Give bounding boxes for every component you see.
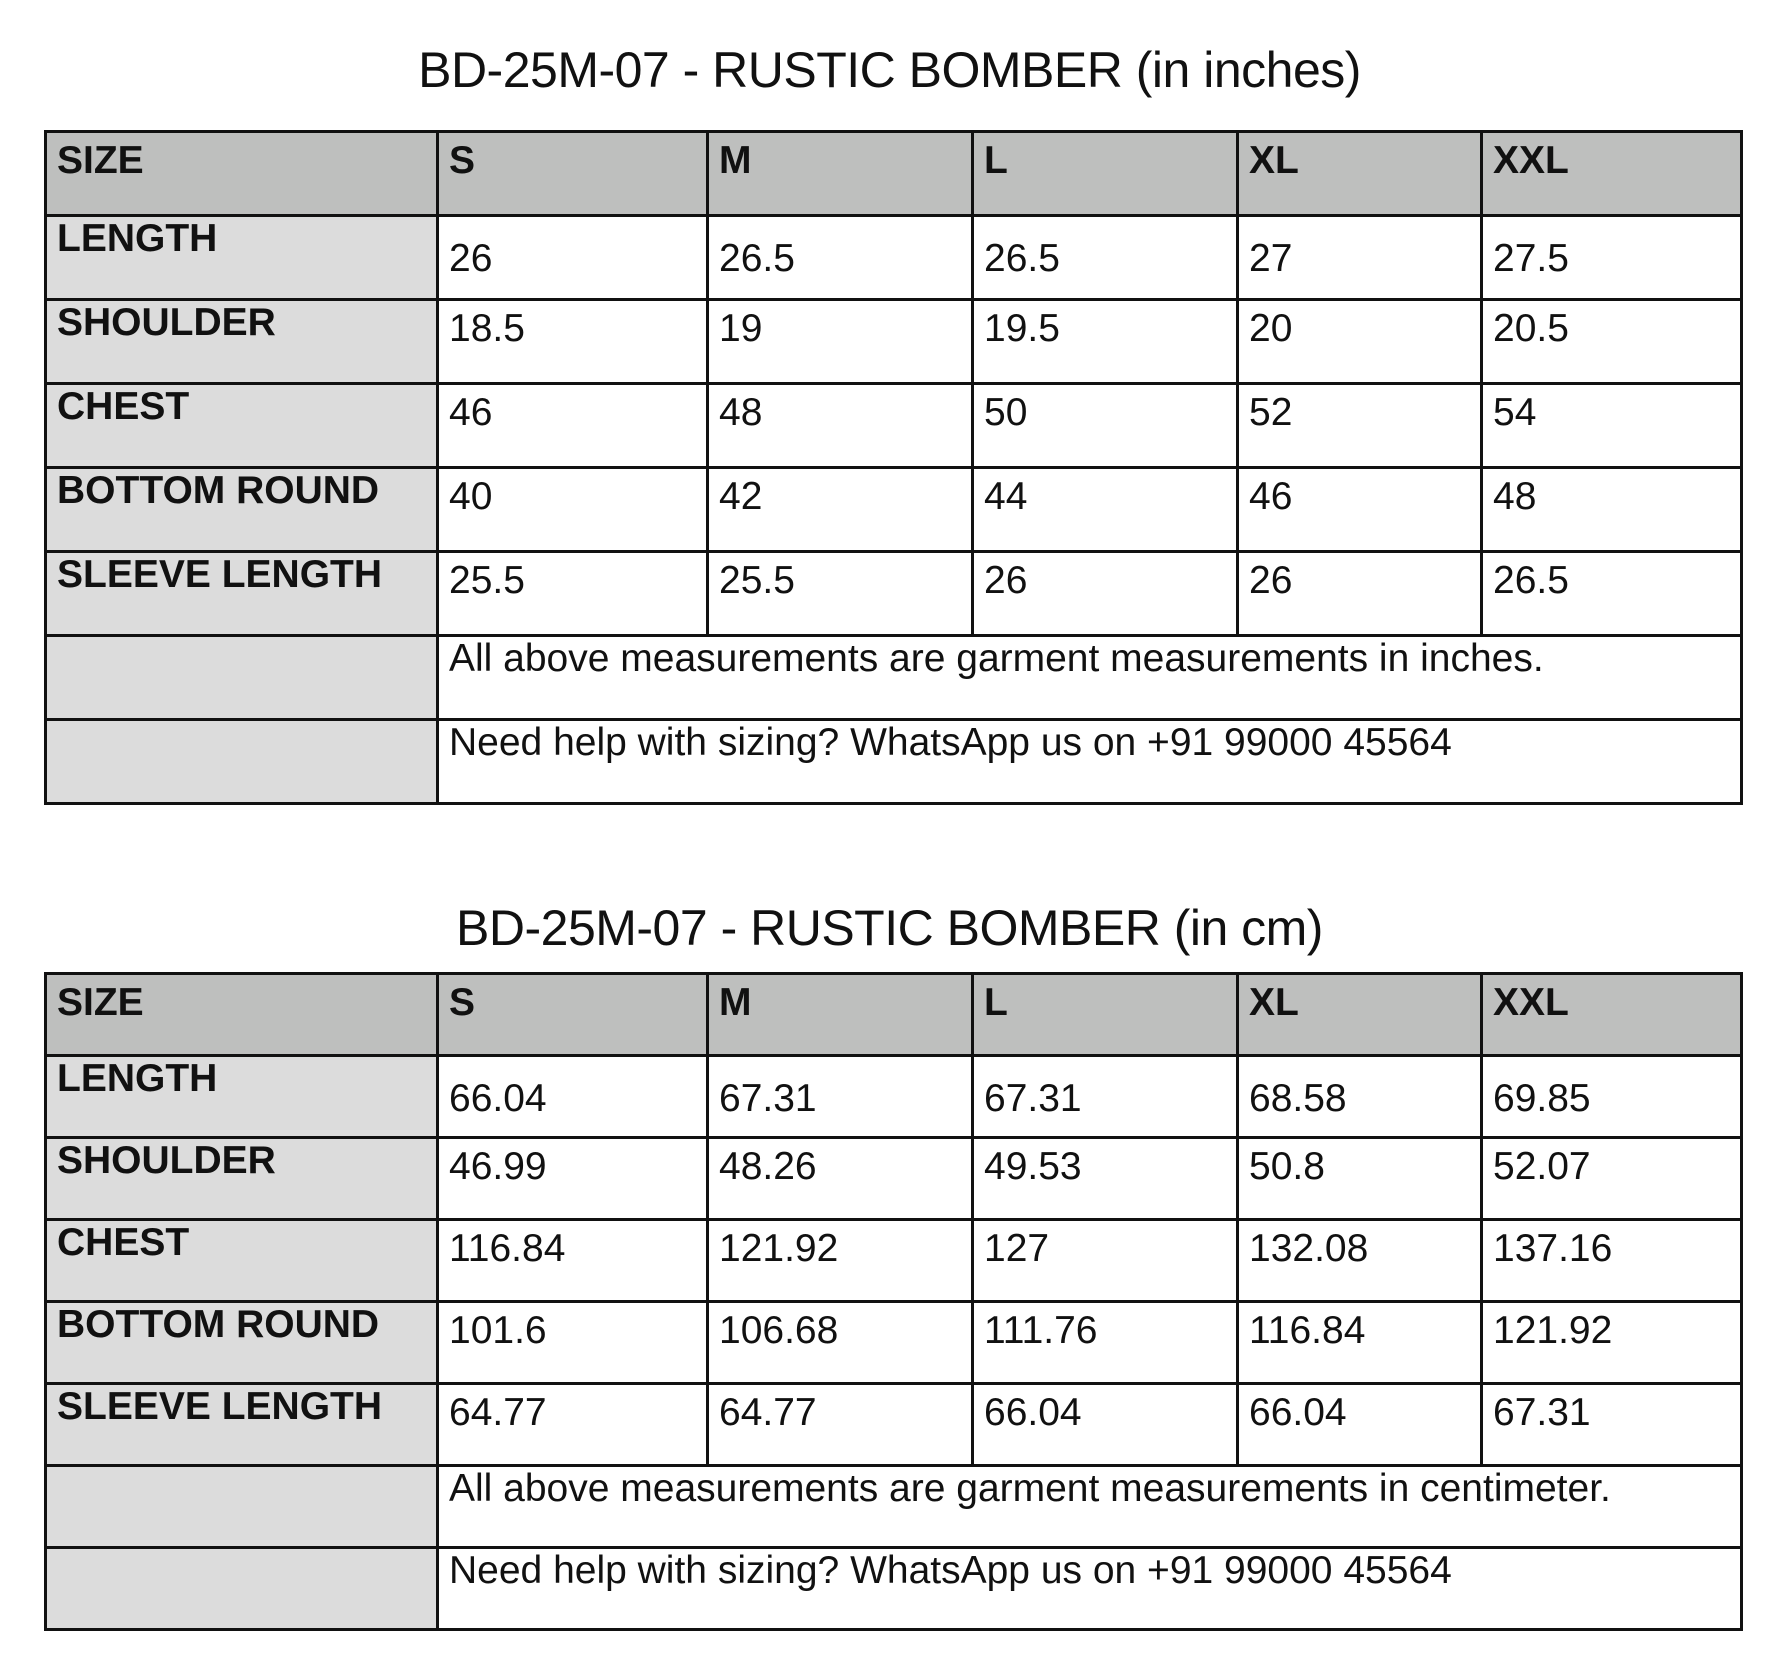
blank-label-cell [46, 636, 438, 720]
table-row [46, 1138, 1742, 1220]
measurement-value: 52.07 [1482, 1138, 1742, 1220]
table-row [46, 384, 1742, 468]
size-chart-title-cm: BD-25M-07 - RUSTIC BOMBER (in cm) [456, 900, 1323, 956]
measurement-label: SHOULDER [46, 1138, 438, 1220]
measurement-value: 52 [1238, 384, 1482, 468]
measurement-value: 101.6 [438, 1302, 708, 1384]
measurement-value: 67.31 [973, 1056, 1238, 1138]
measurement-value: 19 [708, 300, 973, 384]
measurement-value: 46.99 [438, 1138, 708, 1220]
measurement-value: 66.04 [438, 1056, 708, 1138]
measurement-label: SHOULDER [46, 300, 438, 384]
sizing-help-text: Need help with sizing? WhatsApp us on +91 99000 45564 [438, 1548, 1742, 1630]
table-header-row [46, 132, 1742, 216]
measurement-value: 111.76 [973, 1302, 1238, 1384]
size-table-inches [44, 130, 1743, 805]
size-column-header: XXL [1482, 974, 1742, 1056]
measurement-value: 66.04 [1238, 1384, 1482, 1466]
table-row [46, 300, 1742, 384]
size-column-header: L [973, 974, 1238, 1056]
measurement-label: BOTTOM ROUND [46, 1302, 438, 1384]
measurement-value: 106.68 [708, 1302, 973, 1384]
measurement-label: SLEEVE LENGTH [46, 552, 438, 636]
blank-label-cell [46, 720, 438, 804]
note-row [46, 1466, 1742, 1548]
size-column-header: XL [1238, 132, 1482, 216]
measurement-value: 48 [1482, 468, 1742, 552]
size-column-header: XL [1238, 974, 1482, 1056]
measurement-value: 116.84 [1238, 1302, 1482, 1384]
measurement-value: 27.5 [1482, 216, 1742, 300]
size-column-header: L [973, 132, 1238, 216]
table-row [46, 468, 1742, 552]
sizing-help-text: Need help with sizing? WhatsApp us on +91 99000 45564 [438, 720, 1742, 804]
measurement-value: 19.5 [973, 300, 1238, 384]
measurement-value: 54 [1482, 384, 1742, 468]
measurement-value: 48.26 [708, 1138, 973, 1220]
size-column-header: XXL [1482, 132, 1742, 216]
blank-label-cell [46, 1548, 438, 1630]
table-row [46, 1220, 1742, 1302]
measurement-value: 127 [973, 1220, 1238, 1302]
measurement-value: 67.31 [708, 1056, 973, 1138]
size-column-header: S [438, 974, 708, 1056]
measurement-value: 64.77 [438, 1384, 708, 1466]
measurement-value: 137.16 [1482, 1220, 1742, 1302]
measurement-label: CHEST [46, 384, 438, 468]
size-header: SIZE [46, 132, 438, 216]
measurement-value: 26.5 [973, 216, 1238, 300]
note-row [46, 636, 1742, 720]
measurement-value: 20.5 [1482, 300, 1742, 384]
measurement-value: 46 [1238, 468, 1482, 552]
table-row [46, 552, 1742, 636]
blank-label-cell [46, 1466, 438, 1548]
measurement-note: All above measurements are garment measurements in centimeter. [438, 1466, 1742, 1548]
help-row [46, 720, 1742, 804]
measurement-label: LENGTH [46, 1056, 438, 1138]
table-row [46, 1384, 1742, 1466]
measurement-value: 64.77 [708, 1384, 973, 1466]
measurement-note: All above measurements are garment measurements in inches. [438, 636, 1742, 720]
table-header-row [46, 974, 1742, 1056]
measurement-value: 26 [1238, 552, 1482, 636]
measurement-value: 42 [708, 468, 973, 552]
table-row [46, 1302, 1742, 1384]
measurement-value: 121.92 [708, 1220, 973, 1302]
measurement-label: LENGTH [46, 216, 438, 300]
measurement-label: BOTTOM ROUND [46, 468, 438, 552]
measurement-value: 67.31 [1482, 1384, 1742, 1466]
size-chart-title-inches: BD-25M-07 - RUSTIC BOMBER (in inches) [418, 42, 1361, 98]
measurement-value: 18.5 [438, 300, 708, 384]
measurement-value: 26.5 [708, 216, 973, 300]
table-row [46, 216, 1742, 300]
measurement-value: 48 [708, 384, 973, 468]
measurement-value: 49.53 [973, 1138, 1238, 1220]
measurement-value: 116.84 [438, 1220, 708, 1302]
measurement-value: 121.92 [1482, 1302, 1742, 1384]
measurement-value: 68.58 [1238, 1056, 1482, 1138]
measurement-value: 26 [973, 552, 1238, 636]
measurement-value: 27 [1238, 216, 1482, 300]
size-column-header: M [708, 974, 973, 1056]
size-header: SIZE [46, 974, 438, 1056]
measurement-value: 50.8 [1238, 1138, 1482, 1220]
measurement-value: 25.5 [708, 552, 973, 636]
measurement-label: SLEEVE LENGTH [46, 1384, 438, 1466]
measurement-value: 26 [438, 216, 708, 300]
size-column-header: S [438, 132, 708, 216]
measurement-value: 40 [438, 468, 708, 552]
measurement-value: 50 [973, 384, 1238, 468]
size-column-header: M [708, 132, 973, 216]
measurement-value: 44 [973, 468, 1238, 552]
size-table-cm [44, 972, 1743, 1631]
measurement-value: 46 [438, 384, 708, 468]
measurement-value: 69.85 [1482, 1056, 1742, 1138]
measurement-value: 132.08 [1238, 1220, 1482, 1302]
help-row [46, 1548, 1742, 1630]
measurement-value: 26.5 [1482, 552, 1742, 636]
measurement-value: 25.5 [438, 552, 708, 636]
table-row [46, 1056, 1742, 1138]
measurement-label: CHEST [46, 1220, 438, 1302]
measurement-value: 66.04 [973, 1384, 1238, 1466]
measurement-value: 20 [1238, 300, 1482, 384]
